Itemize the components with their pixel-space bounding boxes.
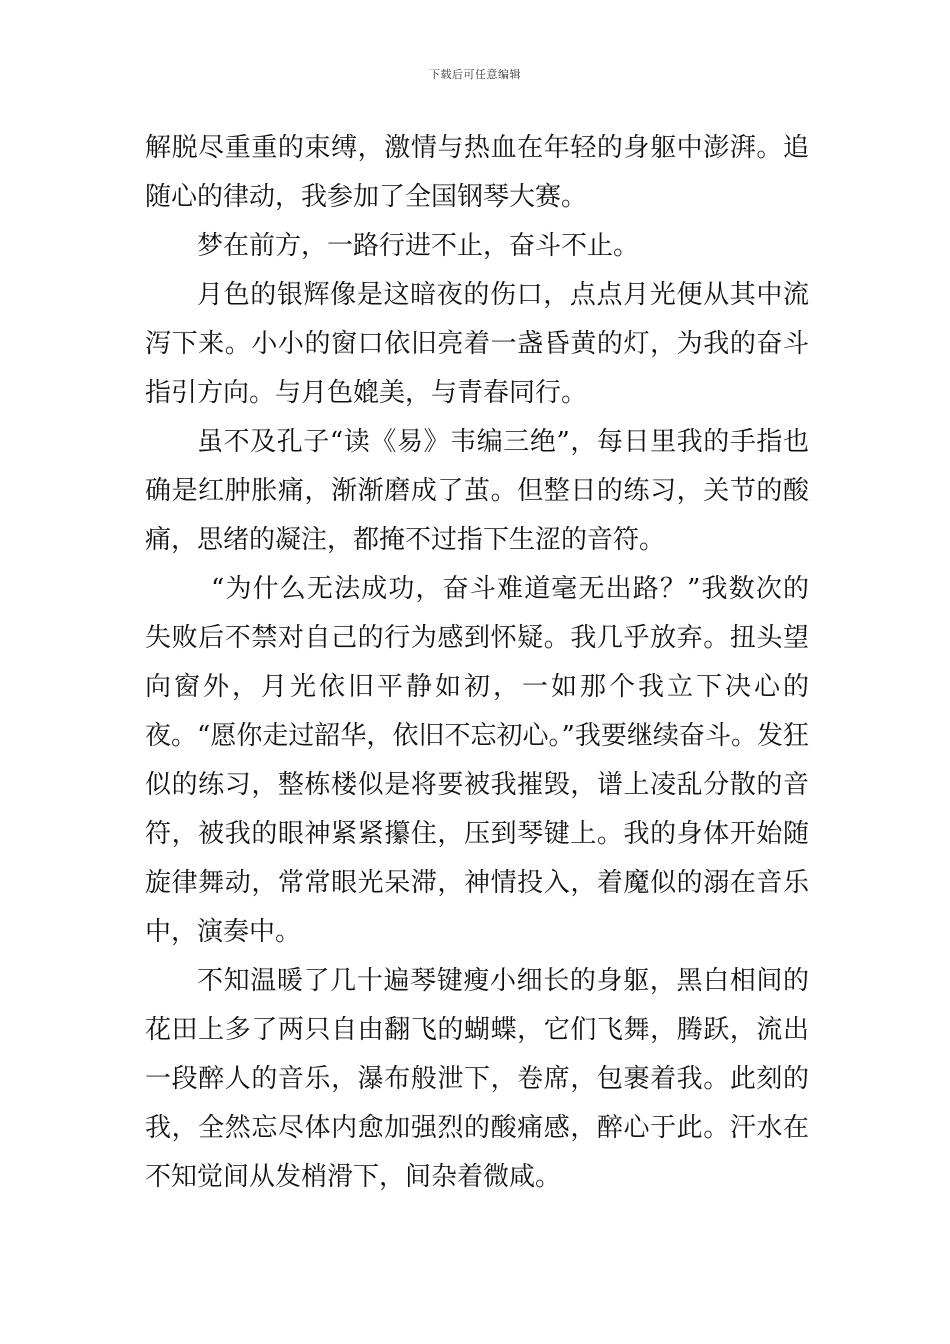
paragraph: 虽不及孔子“读《易》韦编三绝”，每日里我的手指也确是红肿胀痛，渐渐磨成了茧。但整日的练习，关节的酸痛，思绪的凝注，都掩不过指下生涩的音符。 bbox=[145, 427, 809, 555]
paragraph: 梦在前方，一路行进不止，奋斗不止。 bbox=[197, 231, 640, 261]
paragraph: “为什么无法成功，奋斗难道毫无出路？”我数次的失败后不禁对自己的行为感到怀疑。我几乎放弃。扭头望向窗外，月光依旧平静如初，一如那个我立下决心的夜。“愿你走过韶华，依旧不忘初心。”我要继续奋斗。发狂似的练习，整栋楼似是将要被我摧毁，谱上凌乱分散的音符，被我的眼神紧紧攥住，压到琴键上。我的身体开始随旋律舞动，常常眼光呆滞，神情投入，着魔似的溺在音乐中，演奏中。 bbox=[145, 574, 809, 947]
article-body bbox=[145, 124, 809, 1202]
page-header: 下载后可任意编辑 bbox=[429, 68, 521, 81]
paragraph: 解脱尽重重的束缚，激情与热血在年轻的身躯中澎湃。追随心的律动，我参加了全国钢琴大赛。 bbox=[145, 133, 809, 212]
paragraph: 不知温暖了几十遍琴键瘦小细长的身躯，黑白相间的花田上多了两只自由翻飞的蝴蝶，它们飞舞，腾跃，流出一段醉人的音乐，瀑布般泄下，卷席，包裹着我。此刻的我，全然忘尽体内愈加强烈的酸痛感，醉心于此。汗水在不知觉间从发梢滑下，间杂着微咸。 bbox=[145, 966, 809, 1192]
paragraph: 月色的银辉像是这暗夜的伤口，点点月光便从其中流泻下来。小小的窗口依旧亮着一盏昏黄的灯，为我的奋斗指引方向。与月色媲美，与青春同行。 bbox=[145, 280, 809, 408]
